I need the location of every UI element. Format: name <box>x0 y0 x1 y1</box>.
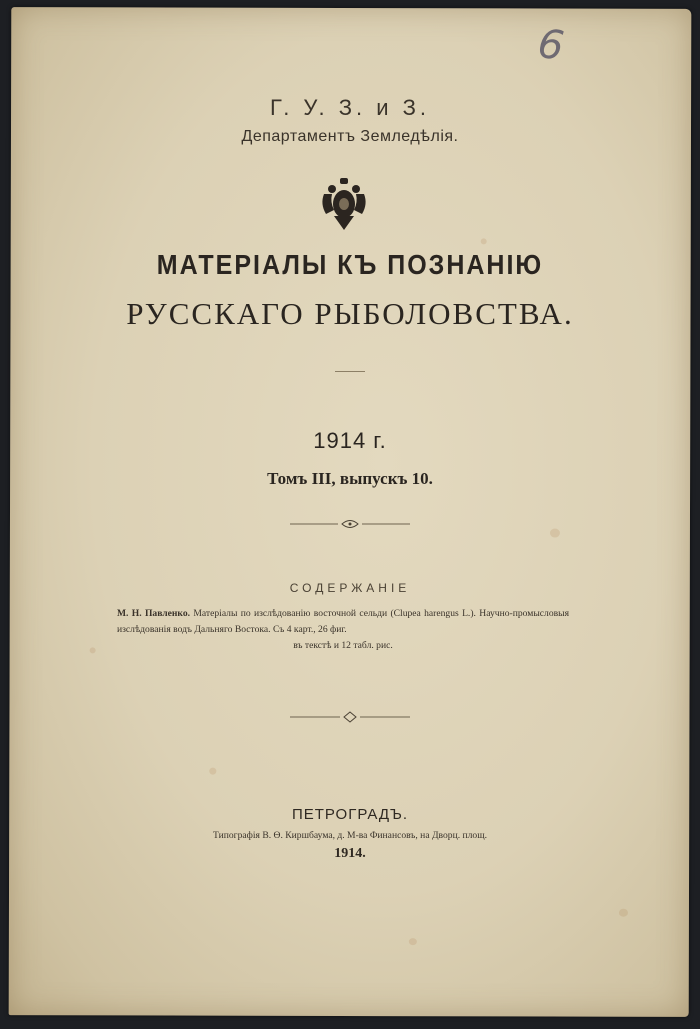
contents-line-3: въ текстѣ и 12 табл. рис. <box>293 640 393 651</box>
organization-abbrev: Г. У. З. и З. <box>269 95 431 120</box>
imprint-printer: Типографія В. Ѳ. Киршбаума, д. М-ва Финансовъ, на Дворц. площ. <box>212 830 488 841</box>
ornament-divider <box>290 710 410 724</box>
handwritten-mark: 6 <box>535 20 567 70</box>
stain <box>209 768 216 775</box>
stain <box>90 647 96 653</box>
imprint-year: 1914. <box>334 846 366 861</box>
department-name: Департаментъ Земледѣлія. <box>241 128 459 145</box>
contents-line-1: Матеріалы по изслѣдованію восточной сельди (Clupea harengus L.). <box>193 608 476 619</box>
contents-body <box>117 606 569 654</box>
imprint-city: ПЕТРОГРАДЪ. <box>291 806 409 823</box>
ornament-rule <box>335 371 365 372</box>
title-line-1: МАТЕРІАЛЫ КЪ ПОЗНАНІЮ <box>156 249 544 281</box>
cover-sheet <box>9 7 692 1017</box>
contents-author: М. Н. Павленко. <box>117 608 191 619</box>
stain <box>481 238 487 244</box>
title-line-2: РУССКАГО РЫБОЛОВСТВА. <box>126 296 574 331</box>
stain <box>550 529 560 538</box>
stain <box>409 938 417 945</box>
stain <box>619 909 628 917</box>
ornament-divider <box>290 517 410 531</box>
contents-line-2: Научно-промысловыя изслѣдованія водъ Дальняго Востока. Съ 4 карт., 26 фиг. <box>117 608 570 635</box>
contents-heading: СОДЕРЖАНІЕ <box>289 581 411 595</box>
double-headed-eagle-emblem <box>318 176 370 232</box>
publication-year: 1914 г. <box>313 428 387 453</box>
volume-issue: Томъ III, выпускъ 10. <box>267 469 433 488</box>
